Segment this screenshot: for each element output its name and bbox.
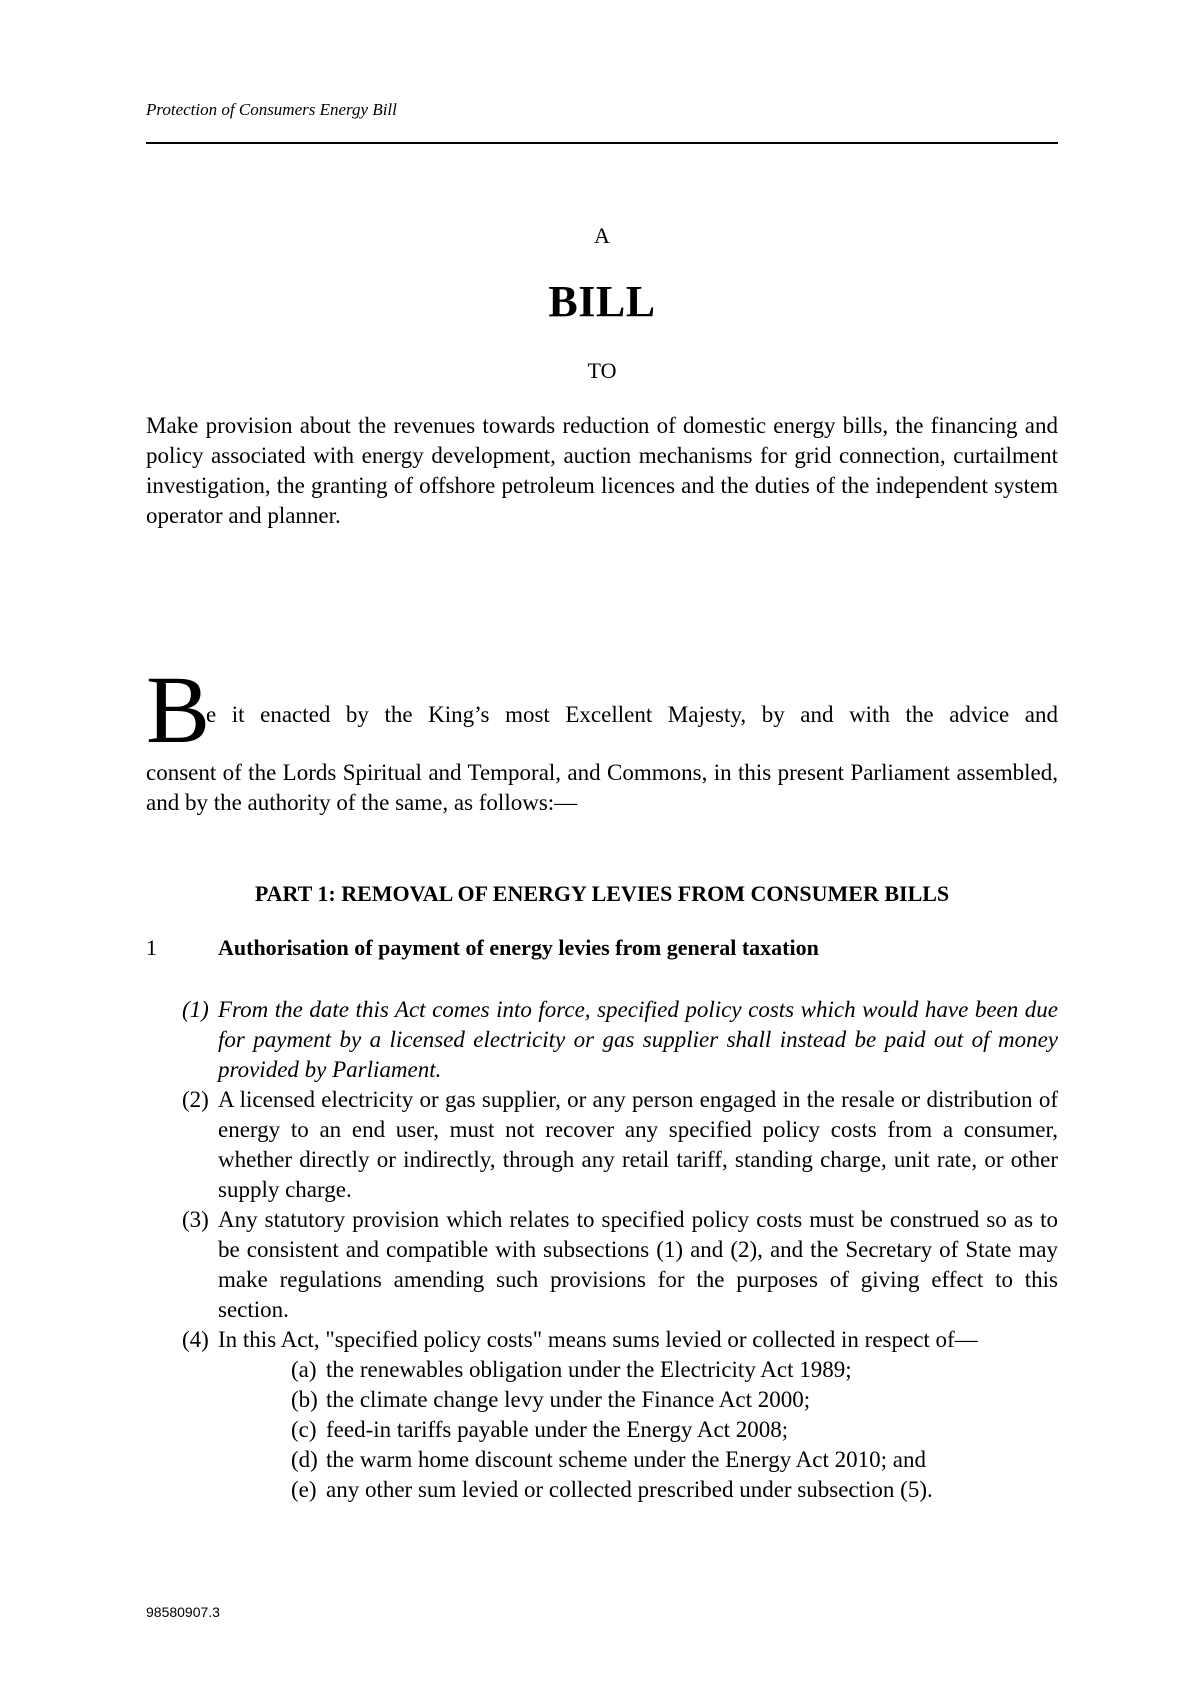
subsection: [146, 1205, 1058, 1325]
title-bill: BILL: [548, 277, 656, 326]
paragraph-text: any other sum levied or collected prescribed under subsection (5).: [326, 1477, 933, 1502]
paragraph: [146, 1385, 1058, 1415]
title-a: A: [594, 223, 610, 248]
subsection: [146, 1085, 1058, 1205]
enacting-formula: [146, 656, 1058, 818]
subsection-text: Any statutory provision which relates to specified policy costs must be construed so as to be consistent and compatible with subsections (1) and (2), and the Secretary of State may make regulations amending such provisions for the purposes of giving effect to this section.: [218, 1207, 1058, 1322]
paragraph-text: feed-in tariffs payable under the Energy Act 2008;: [326, 1417, 789, 1442]
paragraph-letter: (e): [291, 1477, 317, 1502]
subsection: [146, 1325, 1058, 1355]
subsection: [146, 995, 1058, 1085]
section-body: [146, 995, 1058, 1505]
paragraph-letter: (c): [291, 1417, 317, 1442]
subsection-text: In this Act, "specified policy costs" means sums levied or collected in respect of—: [218, 1327, 978, 1352]
title-to: TO: [587, 358, 617, 383]
subsection-number: (1): [182, 997, 209, 1022]
drop-cap: B: [146, 656, 211, 763]
section-number: 1: [146, 935, 157, 960]
enacting-formula-first-line: [146, 656, 1058, 763]
subsection-number: (3): [182, 1207, 209, 1232]
paragraph: [146, 1415, 1058, 1445]
section-title: Authorisation of payment of energy levies from general taxation: [218, 935, 819, 960]
header-rule: [146, 142, 1058, 144]
document-reference: 98580907.3: [146, 1604, 220, 1620]
enacting-formula-continuation: consent of the Lords Spiritual and Temporal, and Commons, in this present Parliament assembled, and by the authority of the same, as follows:—: [146, 760, 1058, 815]
enacting-formula-opening: e it enacted by the King’s most Excellent Majesty, by and with the advice and: [206, 702, 1058, 727]
subsection-number: (4): [182, 1327, 209, 1352]
paragraph-text: the warm home discount scheme under the Energy Act 2010; and: [326, 1447, 926, 1472]
paragraph: [146, 1445, 1058, 1475]
part-heading: PART 1: REMOVAL OF ENERGY LEVIES FROM CONSUMER BILLS: [254, 881, 950, 906]
paragraph-letter: (d): [291, 1447, 318, 1472]
paragraph-letter: (b): [291, 1387, 318, 1412]
running-header-title: Protection of Consumers Energy Bill: [146, 100, 397, 119]
paragraph-text: the climate change levy under the Finance Act 2000;: [326, 1387, 811, 1412]
subsection-text: A licensed electricity or gas supplier, or any person engaged in the resale or distribution of energy to an end user, must not recover any specified policy costs from a consumer, whether directly or indirectly, through any retail tariff, standing charge, unit rate, or other supply charge.: [218, 1087, 1058, 1202]
paragraph: [146, 1355, 1058, 1385]
paragraph: [146, 1475, 1058, 1505]
paragraph-list: [146, 1355, 1058, 1505]
subsection-number: (2): [182, 1087, 209, 1112]
paragraph-letter: (a): [291, 1357, 317, 1382]
long-title: Make provision about the revenues towards reduction of domestic energy bills, the financing and policy associated with energy development, auction mechanisms for grid connection, curtailment investigation, the granting of offshore petroleum licences and the duties of the independent system operator and planner.: [146, 413, 1058, 528]
paragraph-text: the renewables obligation under the Electricity Act 1989;: [326, 1357, 852, 1382]
subsection-text: From the date this Act comes into force, specified policy costs which would have been due for payment by a licensed electricity or gas supplier shall instead be paid out of money provided by Parliament.: [218, 997, 1058, 1082]
